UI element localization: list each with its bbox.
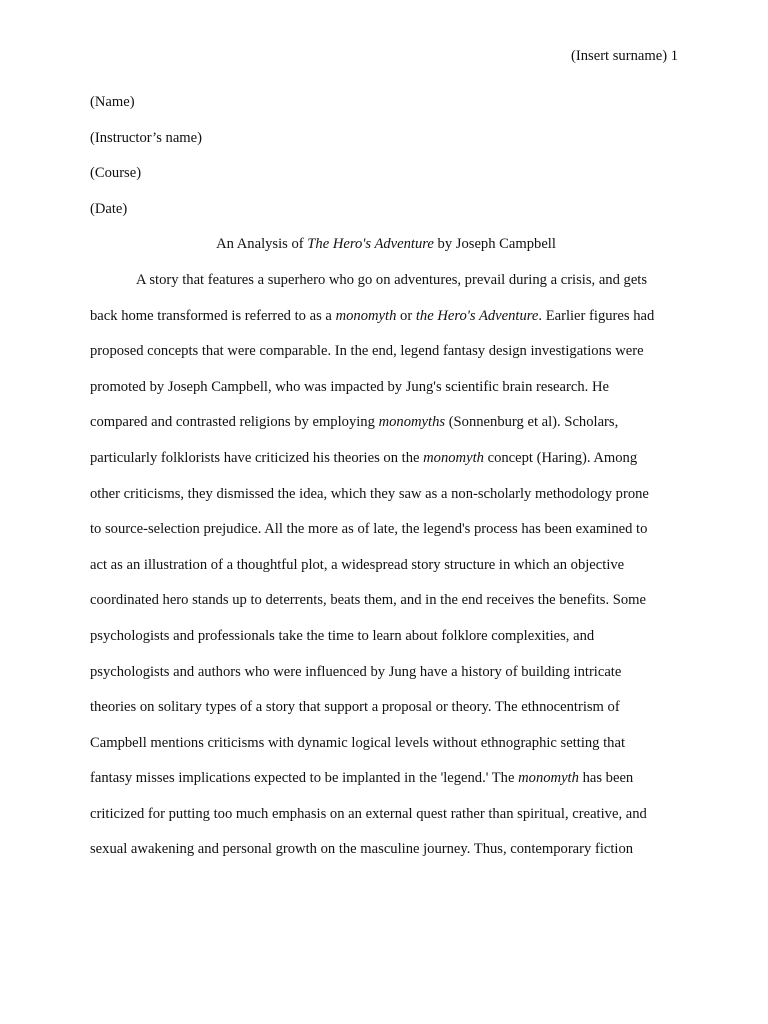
course-name: (Course)	[90, 165, 142, 182]
student-name: (Name)	[90, 94, 135, 110]
body-line-15-italic: monomyth	[518, 770, 579, 787]
body-line-6	[90, 444, 682, 480]
body-line-12: psychologists and authors who were influenced by Jung have a history of building intricate	[90, 663, 622, 680]
body-line-5-italic: monomyths	[378, 414, 446, 431]
body-line-15-a: fantasy misses implications expected to be implanted in the 'legend.' The	[90, 770, 519, 787]
body-line-9: act as an illustration of a thoughtful plot, a widespread story structure in which an objective	[90, 556, 625, 573]
body-line-14: Campbell mentions criticisms with dynamic logical levels without ethnographic setting that	[90, 734, 626, 751]
body-line-6-italic: monomyth	[423, 449, 484, 466]
body-line-15-b: has been	[578, 770, 634, 787]
body-line-13: theories on solitary types of a story that support a proposal or theory. The ethnocentrism of	[90, 699, 620, 716]
title-prefix: An Analysis of	[216, 236, 308, 253]
body-line-10: coordinated hero stands up to deterrents, beats them, and in the end receives the benefits. Some	[90, 592, 647, 609]
body-line-2-italic-2: the Hero's Adventure	[415, 307, 539, 324]
body-line-5-b: (Sonnenburg et al). Scholars,	[445, 414, 619, 431]
paper-title	[90, 230, 682, 266]
instructor-name: (Instructor’s name)	[90, 129, 202, 146]
title-italic: The Hero's Adventure	[307, 236, 434, 253]
body-line-2	[90, 302, 682, 338]
body-line-5-a: compared and contrasted religions by employing	[90, 414, 379, 431]
body-line-2-a: back home transformed is referred to as a	[90, 307, 336, 324]
body-line-17: sexual awakening and personal growth on the masculine journey. Thus, contemporary fiction	[90, 841, 634, 858]
body-line-5	[90, 408, 682, 444]
body-line-8: to source-selection prejudice. All the more as of late, the legend's process has been examined to	[90, 521, 648, 538]
body-line-2-italic-1: monomyth	[335, 307, 397, 324]
body-line-1: A story that features a superhero who go on adventures, prevail during a crisis, and gets	[136, 271, 648, 288]
body-line-6-b: concept (Haring). Among	[483, 449, 638, 466]
body-line-3: proposed concepts that were comparable. In the end, legend fantasy design investigations were	[90, 343, 644, 360]
body-line-15	[90, 764, 682, 800]
body-line-16: criticized for putting too much emphasis on an external quest rather than spiritual, creative, and	[90, 805, 647, 822]
body-line-2-b: or	[396, 307, 416, 324]
running-head: (Insert surname) 1	[571, 48, 678, 64]
document-content	[90, 88, 682, 871]
body-line-11: psychologists and professionals take the time to learn about folklore complexities, and	[90, 627, 595, 644]
body-line-4: promoted by Joseph Campbell, who was impacted by Jung's scientific brain research. He	[90, 378, 609, 395]
body-line-6-a: particularly folklorists have criticized his theories on the	[90, 449, 424, 466]
body-line-2-c: . Earlier figures had	[538, 307, 655, 324]
body-line-7: other criticisms, they dismissed the idea, which they saw as a non-scholarly methodology prone	[90, 485, 649, 502]
date-line: (Date)	[90, 200, 128, 217]
title-suffix: by Joseph Campbell	[433, 236, 556, 253]
